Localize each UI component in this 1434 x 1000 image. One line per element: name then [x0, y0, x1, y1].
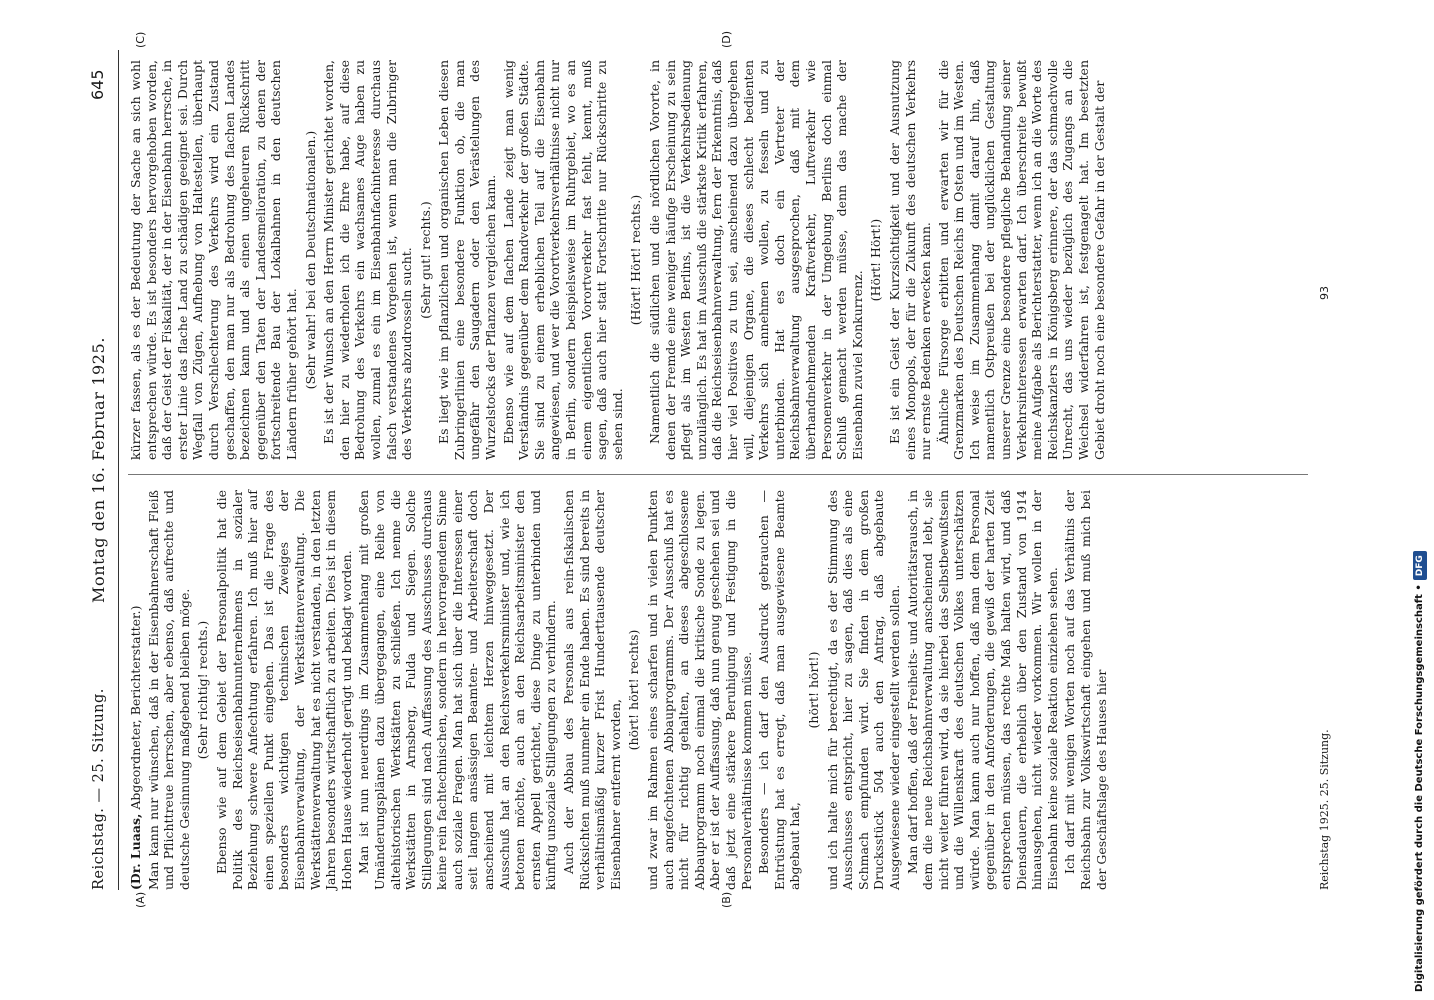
margin-marker-b: (B): [720, 891, 733, 908]
paragraph: Namentlich die südlichen und die nördlichen Vororte, in denen der Fremde eine weniger häufige Erscheinung zu sein pflegt als im Westen Berlins, ist die Verkehrsbedienung unzulänglich. Es hat im Ausschuß die stärkste Kritik erfahren, daß die Reichseisenbahnverwaltung, fern der Erkenntnis, daß hier viel Positives zu tun sei, anscheinend dazu übergehen will, diejenigen Organe, die dieses schlecht bedienten Verkehrs sich annehmen wollen, zu fesseln und zu unterbinden. Hat es doch ein Vertreter der Reichsbahnverwaltung ausgesprochen, daß mit dem überhandnehmenden Kraftverkehr, Luftverkehr wie Personenverkehr in der Umgebung Berlins doch einmal Schluß gemacht werden müsse, denn das mache der Eisenbahn zuviel Konkurrenz.: [647, 60, 865, 460]
footer-sheet-number: 93: [1318, 286, 1331, 300]
speaker-name: (Dr. Luaas,: [128, 813, 143, 890]
paragraph: Ich darf mit wenigen Worten noch auf das Verhältnis der Reichsbahn zur Volkswirtschaft eingehen und muß mich bei der Geschäftslage des Hauses hier: [1062, 490, 1109, 890]
paragraph: Es ist ein Geist der Kurzsichtigkeit und der Ausnutzung eines Monopols, der für die Zukunft des deutschen Verkehrs nur ernste Bedenken erwecken kann.: [886, 60, 934, 460]
paragraph: Man kann nur wünschen, daß in der Eisenbahnerschaft Fleiß und Pflichttreue herrschen, aber ebenso, daß aufrechte und deutsche Gesinnung maßgebend bleiben möge.: [145, 490, 192, 890]
page-header: [85, 50, 115, 890]
header-date: Montag den 16. Februar 1925.: [89, 336, 108, 604]
interjection: (Sehr gut! rechts.): [417, 201, 433, 319]
paragraph: Man ist nun neuerdings im Zusammenhang mit großen Umänderungsplänen dazu übergegangen, eine Reihe von altehistorischen Werkstätten zu schließen. Ich nenne die Werkstätten in Arnsberg, Fulda und Siegen. Solche Stillegungen sind nach Auffassung des Ausschusses durchaus keine rein fachtechnischen, sondern in hervorragendem Sinne auch soziale Fragen. Man hat sich über die Interessen einer seit langem ansässigen Beamten- und Arbeiterschaft doch anscheinend mit leichtem Herzen hinweggesetzt. Der Ausschuß hat an den Reichsverkehrsminister und, wie ich betonen möchte, auch an den Reichsarbeitsminister den ernsten Appell gerichtet, diese Dinge zu unterbinden und künftig unsoziale Stillegungen zu verhindern.: [356, 490, 559, 890]
margin-marker-d: (D): [720, 30, 733, 48]
digitization-credit: [1410, 8, 1430, 992]
paragraph: kürzer fassen, als es der Bedeutung der Sache an sich wohl entsprechen würde. Es ist besonders hervorgehoben worden, daß der Geist der Fiskalität, der in der Eisenbahn herrsche, in erster Linie das flache Land zu schädigen geeignet sei. Durch Wegfall von Zügen, Aufhebung von Haltestellen, überhaupt durch Verschlechterung des Verkehrs wird ein Zustand geschaffen, den man nur als Bedrohung des flachen Landes bezeichnen kann und als einen ungeheuren Rückschritt gegenüber den Taten der Landesmelioration, zu denen der fortschreitende Bau der Lokalbahnen in den deutschen Ländern früher gehört hat.: [128, 60, 299, 460]
interjection: (Hört! Hört!): [868, 218, 884, 302]
interjection: (Sehr wahr! bei den Deutschnationalen.): [302, 130, 318, 390]
header-rule: [118, 50, 119, 890]
paragraph: Es ist der Wunsch an den Herrn Minister gerichtet worden, den hier zu wiederholen ich die Ehre habe, auf diese Bedrohung des Verkehrs ein wachsames Auge haben zu wollen, zumal es ein im Eisenbahnfachinteresse durchaus falsch verstandenes Vorgehen ist, wenn man die Zubringer des Verkehrs abzudrosseln sucht.: [321, 60, 415, 460]
text-column-right: [128, 60, 1109, 460]
paragraph: Es liegt wie im pflanzlichen und organischen Leben diesen Zubringerlinien eine besondere Funktion ob, die man ungefähr den Saugadern oder den Verästelungen des Wurzelstocks der Pflanzen vergleichen kann.: [436, 60, 499, 460]
paragraph: Ebenso wie auf dem flachen Lande zeigt man wenig Verständnis gegenüber dem Randverkehr der großen Städte. Sie sind zu einem erheblichen Teil auf die Eisenbahn angewiesen, und wer die Vorortverkehrsverhältnisse nicht nur in Berlin, sondern beispielsweise im Ruhrgebiet, wo es an einem eigentlichen Vorortverkehr fast fehlt, kennt, muß sagen, daß auch hier statt Fortschritte nur Rückschritte zu sehen sind.: [500, 60, 625, 460]
paragraph: Besonders — ich darf den Ausdruck gebrauchen — Entrüstung hat es erregt, daß man ausgewiesene Beamte abgebaut hat,: [756, 490, 803, 890]
margin-marker-c: (C): [134, 31, 147, 48]
paragraph: und ich halte mich für berechtigt, da es der Stimmung des Ausschusses entspricht, hier zu sagen, daß dies als eine Schmach empfunden wird. Sie finden in dem großen Drucksstück 504 auch den Antrag, daß abgebaute Ausgewiesene wieder eingestellt werden sollen.: [824, 490, 902, 890]
paragraph: Auch der Abbau des Personals aus rein-fiskalischen Rücksichten muß nunmehr ein Ende haben. Es sind bereits in verhältnismäßig kurzer Frist Hunderttausende deutscher Eisenbahner entfernt worden,: [561, 490, 623, 890]
footer-left: Reichstag 1925. 25. Sitzung.: [1318, 729, 1331, 890]
dfg-logo: DFG: [1413, 551, 1427, 580]
paragraph: Man darf hoffen, daß der Freiheits- und Autoritätsrausch, in dem die neue Reichsbahnverwaltung anscheinend lebt, sie nicht weiter führen wird, da sie hierbei das Selbstbewußtsein und die Willenskraft des deutschen Volkes unterschätzen würde. Man kann auch nur hoffen, daß man dem Personal gegenüber in den Anforderungen, die gewiß der harten Zeit entsprechen müssen, das rechte Maß halten wird, und daß Diensdauern, die erheblich über den Zustand von 1914 hinausgehen, nicht wieder vorkommen. Wir wollen in der Eisenbahn keine soziale Reaktion einziehen sehen.: [904, 490, 1060, 890]
paragraph: und zwar im Rahmen eines scharfen und in vielen Punkten auch angefochtenen Abbauprogramms. Der Ausschuß hat es nicht für richtig gehalten, an dieses abgeschlossene Abbauprogramm noch einmal die kritische Sonde zu legen. Aber er ist der Auffassung, daß nun genug geschehen sei und daß jetzt eine stärkere Beruhigung und Festigung in die Personalverhältnisse kommen müsse.: [645, 490, 754, 890]
speaker-role: Abgeordneter, Berichterstatter.): [128, 605, 143, 814]
text-column-left: [128, 490, 1111, 890]
page-number: 645: [88, 69, 107, 100]
paragraph: Ähnliche Fürsorge erbitten und erwarten wir für die Grenzmarken des Deutschen Reichs im Osten und im Westen. Ich weise im Zusammenhang damit darauf hin, daß namentlich Ostpreußen bei der unglücklichen Gestaltung unserer Grenze eine besondere pflegliche Behandlung seiner Verkehrsinteressen erwarten darf. Ich überschreite bewußt meine Aufgabe als Berichterstatter, wenn ich an die Worte des Reichskanzlers in Königsberg erinnere, der das schmachvolle Unrecht, das uns wieder bezüglich des Zugangs an die Weichsel widerfahren ist, festgenagelt hat. Im besetzten Gebiet droht noch eine besondere Gefahr in der Gestalt der: [935, 60, 1107, 460]
column-divider: [128, 474, 1308, 475]
header-left: Reichstag. — 25. Sitzung.: [91, 688, 107, 890]
interjection: (Hört! Hört! rechts.): [628, 194, 644, 326]
interjection: (hört! hört!): [805, 651, 821, 729]
interjection: (hört! hört! rechts): [626, 629, 642, 751]
credit-text: Digitalisierung gefördert durch die Deutsche Forschungsgemeinschaft •: [1414, 584, 1425, 992]
margin-marker-a: (A): [134, 891, 147, 908]
paragraph: Ebenso wie auf dem Gebiet der Personalpolitik hat die Politik des Reichseisenbahnunternehmens in sozialer Beziehung schwere Anfechtung erfahren. Ich muß hier auf einen speziellen Punkt eingehen. Das ist die Frage des besonders wichtigen technischen Zweiges der Eisenbahnverwaltung, der Werkstättenverwaltung. Die Werkstättenverwaltung hat es nicht verstanden, in den letzten Jahren besonders wirtschaftlich zu arbeiten. Dies ist in diesem Hohen Hause wiederholt gerügt und beklagt worden.: [213, 490, 354, 890]
interjection: (Sehr richtig! rechts.): [195, 620, 211, 760]
speaker-line: [128, 490, 144, 890]
